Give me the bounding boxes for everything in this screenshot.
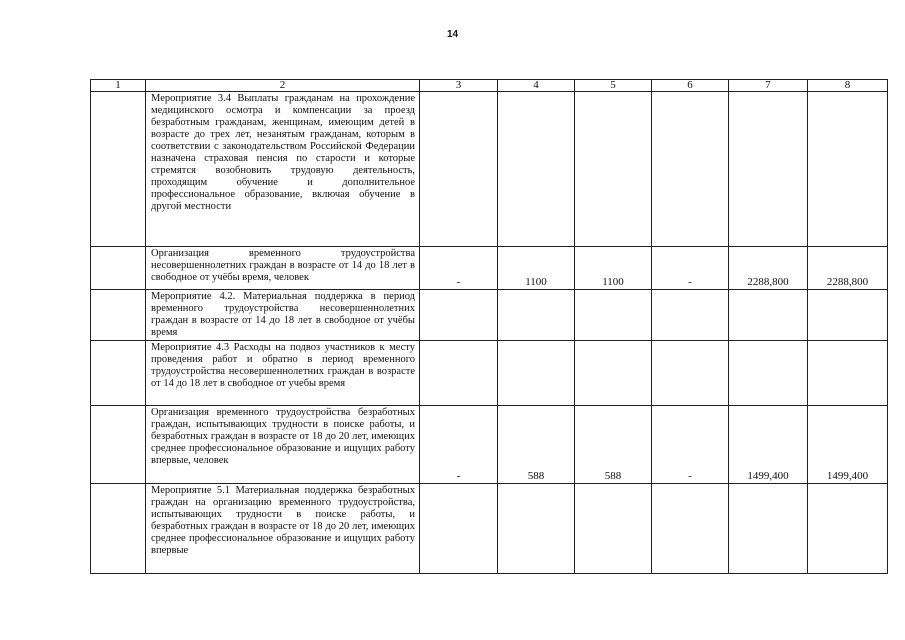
column-header: 3: [420, 80, 498, 92]
column-header: 8: [808, 80, 888, 92]
value-cell: [808, 484, 888, 574]
column-header: 4: [498, 80, 575, 92]
row-measure-3-4: [91, 92, 888, 247]
value-cell: [498, 92, 575, 247]
value-cell: [498, 484, 575, 574]
description-cell: Мероприятие 5.1 Материальная поддержка безработных граждан на организацию временного трудоустройства, испытывающих трудности в поиске работы, и безработных граждан в возрасте от 18 до 20 лет, имеющих среднее профессиональное образование и ищущих работу впервые: [146, 484, 420, 574]
value-cell: [729, 92, 808, 247]
value-cell: [420, 290, 498, 341]
column-header: 5: [575, 80, 652, 92]
value-cell: [729, 341, 808, 406]
value-cell: [575, 92, 652, 247]
description-cell: Организация временного трудоустройства безработных граждан, испытывающих трудности в поиске работы, и безработных граждан в возрасте от 18 до 20 лет, имеющих среднее профессиональное образование и ищущих работу впервые, человек: [146, 406, 420, 484]
value-cell: 2288,800: [729, 247, 808, 290]
value-cell: 588: [575, 406, 652, 484]
value-cell: [420, 484, 498, 574]
value-cell: -: [652, 247, 729, 290]
value-cell: [575, 341, 652, 406]
value-cell: [91, 92, 146, 247]
value-cell: [652, 92, 729, 247]
value-cell: 2288,800: [808, 247, 888, 290]
value-cell: -: [420, 247, 498, 290]
value-cell: [91, 290, 146, 341]
value-cell: 588: [498, 406, 575, 484]
column-header: 2: [146, 80, 420, 92]
row-org-unemployed: [91, 406, 888, 484]
column-header: 7: [729, 80, 808, 92]
page-number: 14: [446, 29, 459, 40]
value-cell: -: [420, 406, 498, 484]
value-cell: [91, 406, 146, 484]
value-cell: [91, 341, 146, 406]
description-cell: Организация временного трудоустройства несовершеннолетних граждан в возрасте от 14 до 18 лет в свободное от учёбы время, человек: [146, 247, 420, 290]
description-cell: Мероприятие 4.2. Материальная поддержка в период временного трудоустройства несовершеннолетних граждан в возрасте от 14 до 18 лет в свободное от учёбы время: [146, 290, 420, 341]
row-measure-4-2: [91, 290, 888, 341]
column-header: 1: [91, 80, 146, 92]
value-cell: 1499,400: [729, 406, 808, 484]
value-cell: [420, 341, 498, 406]
table-body: [91, 80, 888, 574]
description-cell: Мероприятие 4.3 Расходы на подвоз участников к месту проведения работ и обратно в период временного трудоустройства несовершеннолетних граждан в возрасте от 14 до 18 лет в свободное от учебы время: [146, 341, 420, 406]
description-cell: Мероприятие 3.4 Выплаты гражданам на прохождение медицинского осмотра и компенсации за проезд безработным гражданам, женщинам, имеющим детей в возрасте до трех лет, незанятым гражданам, которым в соответствии с законодательством Российской Федерации назначена страховая пенсия по старости и которые стремятся возобновить трудовую деятельность, проходящим обучение и дополнительное профессиональное образование, включая обучение в другой местности: [146, 92, 420, 247]
value-cell: [498, 290, 575, 341]
value-cell: [808, 290, 888, 341]
value-cell: 1499,400: [808, 406, 888, 484]
value-cell: 1100: [498, 247, 575, 290]
column-header: 6: [652, 80, 729, 92]
header-row: [91, 80, 888, 92]
value-cell: [808, 341, 888, 406]
value-cell: [575, 484, 652, 574]
row-org-minors: [91, 247, 888, 290]
value-cell: 1100: [575, 247, 652, 290]
value-cell: [652, 290, 729, 341]
value-cell: [498, 341, 575, 406]
data-table: [90, 79, 888, 574]
value-cell: [91, 247, 146, 290]
value-cell: [729, 290, 808, 341]
value-cell: [729, 484, 808, 574]
value-cell: [91, 484, 146, 574]
value-cell: [420, 92, 498, 247]
value-cell: [652, 484, 729, 574]
row-measure-5-1: [91, 484, 888, 574]
value-cell: [575, 290, 652, 341]
value-cell: [808, 92, 888, 247]
row-measure-4-3: [91, 341, 888, 406]
value-cell: -: [652, 406, 729, 484]
value-cell: [652, 341, 729, 406]
